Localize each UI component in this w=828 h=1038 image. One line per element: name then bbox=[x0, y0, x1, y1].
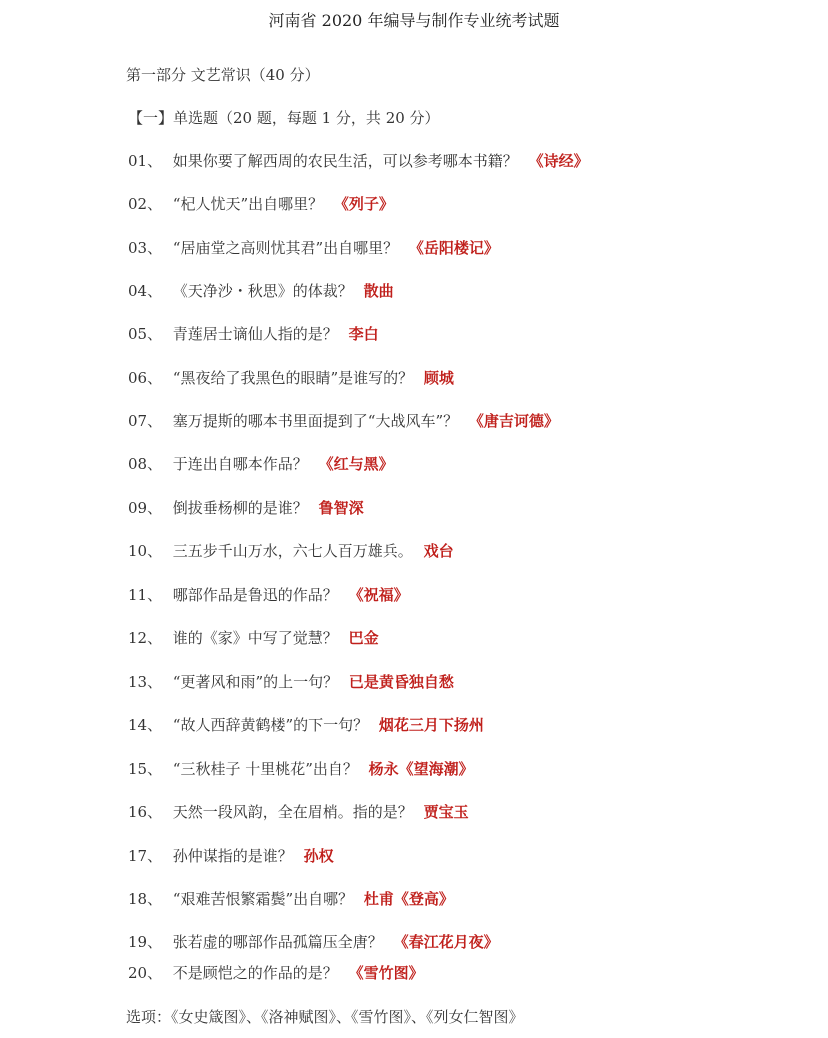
question-answer: 贾宝玉 bbox=[423, 803, 469, 821]
question-number: 11、 bbox=[128, 586, 163, 604]
question-item bbox=[128, 367, 454, 388]
question-answer: 《雪竹图》 bbox=[348, 964, 424, 982]
question-answer: 鲁智深 bbox=[318, 499, 364, 517]
question-number: 01、 bbox=[128, 152, 163, 170]
question-item bbox=[128, 627, 379, 648]
question-text: “艰难苦恨繁霜鬓”出自哪？ bbox=[172, 890, 354, 908]
question-number: 16、 bbox=[128, 803, 163, 821]
question-text: 如果你要了解西周的农民生活，可以参考哪本书籍？ bbox=[172, 152, 518, 170]
question-answer: 已是黄昏独自愁 bbox=[348, 673, 454, 691]
question-answer: 孙权 bbox=[303, 847, 334, 865]
question-item bbox=[128, 962, 424, 983]
question-text: 天然一段风韵，全在眉梢。指的是？ bbox=[172, 803, 413, 821]
question-answer: 杨永《望海潮》 bbox=[368, 760, 474, 778]
question-text: 塞万提斯的哪本书里面提到了“大战风车”？ bbox=[172, 412, 459, 430]
question-text: “黑夜给了我黑色的眼睛”是谁写的？ bbox=[172, 369, 414, 387]
question-number: 18、 bbox=[128, 890, 163, 908]
question-item bbox=[128, 280, 394, 301]
question-answer: 《列子》 bbox=[333, 195, 394, 213]
question-number: 09、 bbox=[128, 499, 163, 517]
question-number: 14、 bbox=[128, 716, 163, 734]
question-text: 谁的《家》中写了觉慧？ bbox=[172, 629, 338, 647]
question-item bbox=[128, 845, 334, 866]
question-answer: 《诗经》 bbox=[528, 152, 589, 170]
question-item bbox=[128, 193, 394, 214]
question-item bbox=[128, 758, 474, 779]
question-number: 08、 bbox=[128, 455, 163, 473]
question-answer: 《唐吉诃德》 bbox=[468, 412, 559, 430]
question-text: 青莲居士谪仙人指的是？ bbox=[172, 325, 338, 343]
question-text: 张若虚的哪部作品孤篇压全唐？ bbox=[172, 933, 383, 951]
question-options: 选项：《女史箴图》、《洛神赋图》、《雪竹图》、《列女仁智图》 bbox=[126, 1008, 524, 1026]
question-text: 倒拔垂杨柳的是谁？ bbox=[172, 499, 308, 517]
question-text: 不是顾恺之的作品的是？ bbox=[172, 964, 338, 982]
question-item bbox=[128, 150, 589, 171]
question-text: 《天净沙・秋思》的体裁？ bbox=[172, 282, 353, 300]
question-answer: 《红与黑》 bbox=[318, 455, 394, 473]
question-answer: 戏台 bbox=[423, 542, 454, 560]
question-answer: 《岳阳楼记》 bbox=[408, 239, 499, 257]
question-number: 10、 bbox=[128, 542, 163, 560]
question-item bbox=[128, 497, 364, 518]
question-number: 03、 bbox=[128, 239, 163, 257]
subsection-heading: 【一】单选题（20 题，每题 1 分，共 20 分） bbox=[128, 109, 440, 127]
question-number: 04、 bbox=[128, 282, 163, 300]
question-item bbox=[128, 931, 499, 952]
question-answer: 巴金 bbox=[348, 629, 379, 647]
question-text: “三秋桂子 十里桃花”出自？ bbox=[172, 760, 358, 778]
question-number: 15、 bbox=[128, 760, 163, 778]
question-number: 06、 bbox=[128, 369, 163, 387]
question-number: 20、 bbox=[128, 964, 163, 982]
question-answer: 李白 bbox=[348, 325, 379, 343]
question-answer: 顾城 bbox=[423, 369, 454, 387]
question-number: 02、 bbox=[128, 195, 163, 213]
question-number: 13、 bbox=[128, 673, 163, 691]
question-answer: 烟花三月下扬州 bbox=[378, 716, 484, 734]
question-text: 孙仲谋指的是谁？ bbox=[172, 847, 293, 865]
question-number: 05、 bbox=[128, 325, 163, 343]
question-text: 于连出自哪本作品？ bbox=[172, 455, 308, 473]
question-number: 17、 bbox=[128, 847, 163, 865]
question-item bbox=[128, 410, 559, 431]
question-text: “故人西辞黄鹤楼”的下一句？ bbox=[172, 716, 369, 734]
question-text: “杞人忧天”出自哪里？ bbox=[172, 195, 324, 213]
question-answer: 《春江花月夜》 bbox=[393, 933, 499, 951]
question-text: “更著风和雨”的上一句？ bbox=[172, 673, 339, 691]
question-item bbox=[128, 801, 469, 822]
section-heading: 第一部分 文艺常识（40 分） bbox=[126, 66, 320, 84]
question-answer: 散曲 bbox=[363, 282, 394, 300]
question-item bbox=[128, 540, 454, 561]
question-item bbox=[128, 323, 379, 344]
question-text: 三五步千山万水，六七人百万雄兵。 bbox=[172, 542, 413, 560]
question-text: 哪部作品是鲁迅的作品？ bbox=[172, 586, 338, 604]
question-text: “居庙堂之高则忧其君”出自哪里？ bbox=[172, 239, 399, 257]
question-item bbox=[128, 237, 499, 258]
page-title: 河南省 2020 年编导与制作专业统考试题 bbox=[268, 11, 560, 30]
question-item bbox=[128, 714, 484, 735]
question-answer: 《祝福》 bbox=[348, 586, 409, 604]
question-number: 12、 bbox=[128, 629, 163, 647]
question-item bbox=[128, 453, 394, 474]
question-item bbox=[128, 671, 454, 692]
question-item bbox=[128, 584, 409, 605]
question-item bbox=[128, 888, 454, 909]
question-answer: 杜甫《登高》 bbox=[363, 890, 454, 908]
question-number: 19、 bbox=[128, 933, 163, 951]
question-number: 07、 bbox=[128, 412, 163, 430]
